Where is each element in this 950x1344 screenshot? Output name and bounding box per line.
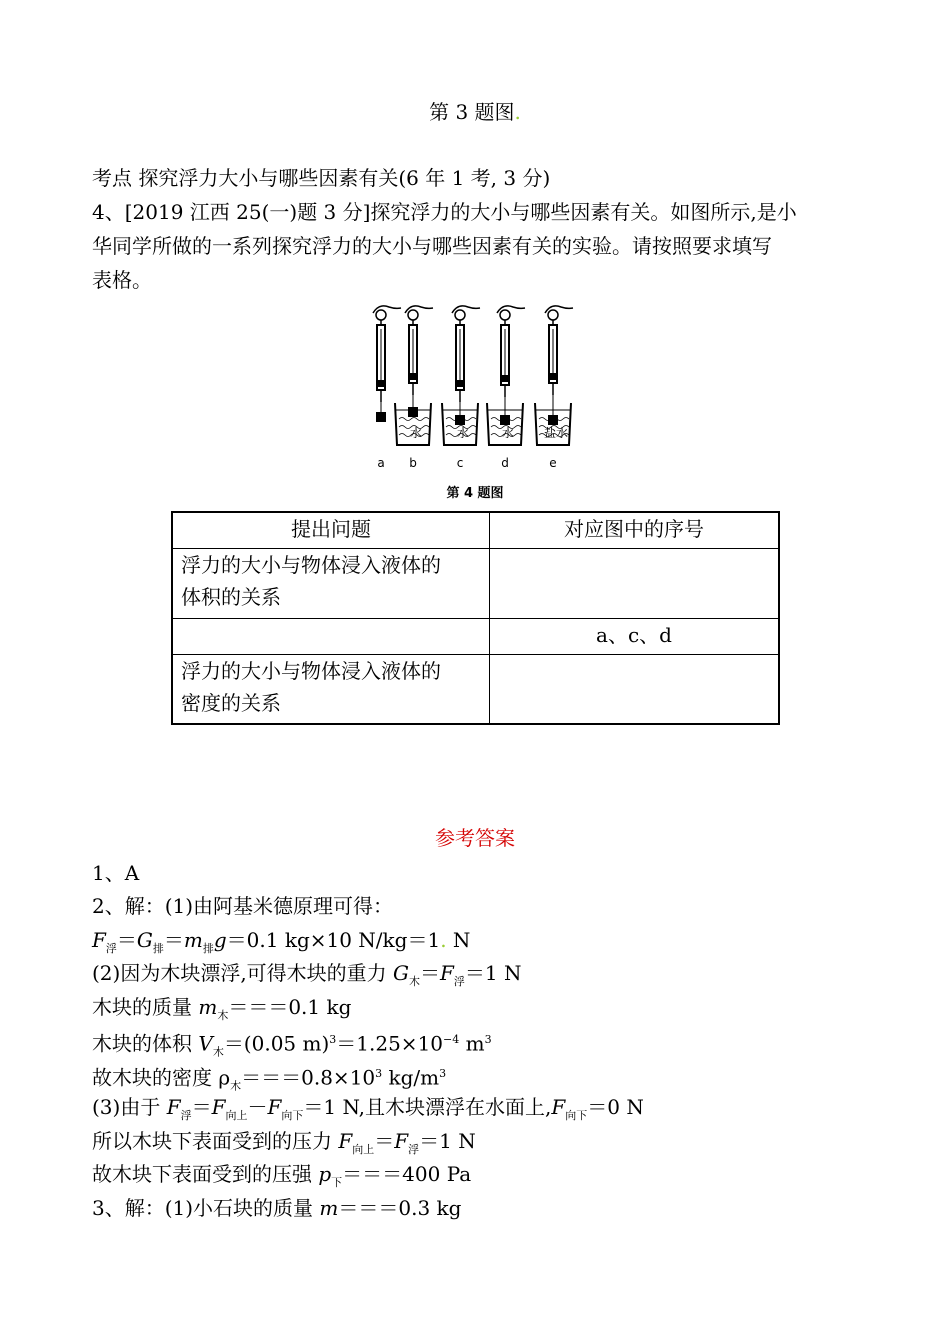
table-cell-question: 浮力的大小与物体浸入液体的 体积的关系 [172, 548, 490, 618]
figure-label-e [549, 456, 556, 470]
svg-text:水: 水 [501, 426, 515, 440]
figure-label-c [457, 456, 464, 470]
spring-scale-a [373, 306, 401, 422]
figure-label-b [409, 456, 417, 470]
table-header-question: 提出问题 [172, 512, 490, 548]
table-row [172, 654, 779, 724]
svg-text:水: 水 [456, 426, 470, 440]
answer-2-line-8: 所以木块下表面受到的压力 $F_{向上}=F_浮=1$ N [92, 1129, 476, 1156]
spring-scale-e [535, 306, 573, 445]
answer-2-line-9: 故木块下表面受到的压强 $p_下===400$ Pa [92, 1162, 472, 1189]
table-cell-answer [490, 654, 780, 724]
question-4-line-1: 4、[2019 江西 25(一)题 3 分]探究浮力的大小与哪些因素有关。如图所示,是小 [92, 200, 797, 224]
spring-scale-b [395, 306, 433, 445]
question-4-line-3: 表格。 [92, 268, 152, 292]
svg-text:b: b [409, 456, 417, 470]
table-cell-answer [490, 548, 780, 618]
spring-scale-c [442, 306, 480, 445]
question-table [171, 511, 780, 725]
svg-text:盐水: 盐水 [543, 426, 569, 440]
svg-text:e: e [549, 456, 557, 470]
answers-title: 参考答案 [435, 826, 515, 850]
spring-scale-figure [360, 295, 590, 475]
question-4-line-2: 华同学所做的一系列探究浮力的大小与哪些因素有关的实验。请按照要求填写 [92, 234, 772, 258]
answer-2-line-3: (2)因为木块漂浮,可得木块的重力 $G_木=F_浮=1$ N [92, 961, 522, 988]
figure-4-caption: 第 4 题图 [446, 486, 504, 501]
answer-2-line-2: $F_浮=G_排=m_排g=0.1$ kg×10 N/kg＝1. N [92, 928, 471, 955]
answer-2-line-6: 故木块的密度 $\rho_木===0.8\times 10^3$ $kg/m^3$ [92, 1065, 447, 1093]
answer-1: 1、A [92, 861, 140, 885]
table-header-figure-number: 对应图中的序号 [490, 512, 780, 548]
svg-text:水: 水 [409, 426, 423, 440]
spring-scale-d [487, 306, 525, 445]
table-cell-question [172, 618, 490, 654]
table-cell-question: 浮力的大小与物体浸入液体的 密度的关系 [172, 654, 490, 724]
figure-3-caption: 第 3 题图. [429, 100, 521, 124]
table-row [172, 618, 779, 654]
answer-2-line-4: 木块的质量 $m_木===0.1$ kg [92, 995, 352, 1022]
table-cell-answer: a、c、d [490, 618, 780, 654]
figure-label-d [501, 456, 509, 470]
figure-label-a [377, 456, 384, 470]
answer-2-line-5: 木块的体积 $V_木=(0.05$ $m)^3=1.25\times 10^{-4}$ $m^3$ [92, 1031, 492, 1059]
svg-text:c: c [456, 456, 464, 470]
table-row [172, 548, 779, 618]
svg-text:d: d [501, 456, 509, 470]
section-heading: 考点 探究浮力大小与哪些因素有关(6 年 1 考, 3 分) [92, 166, 551, 190]
answer-3-line-1: 3、解：(1)小石块的质量 m＝＝＝0.3 kg [92, 1196, 462, 1220]
svg-text:a: a [377, 456, 385, 470]
answer-2-line-7: (3)由于 $F_浮=F_{向上}-F_{向下}=1$ N,且木块漂浮在水面上$,F_{向下}=0$ N [92, 1095, 644, 1122]
answer-2-intro: 2、解：(1)由阿基米德原理可得： [92, 894, 394, 918]
